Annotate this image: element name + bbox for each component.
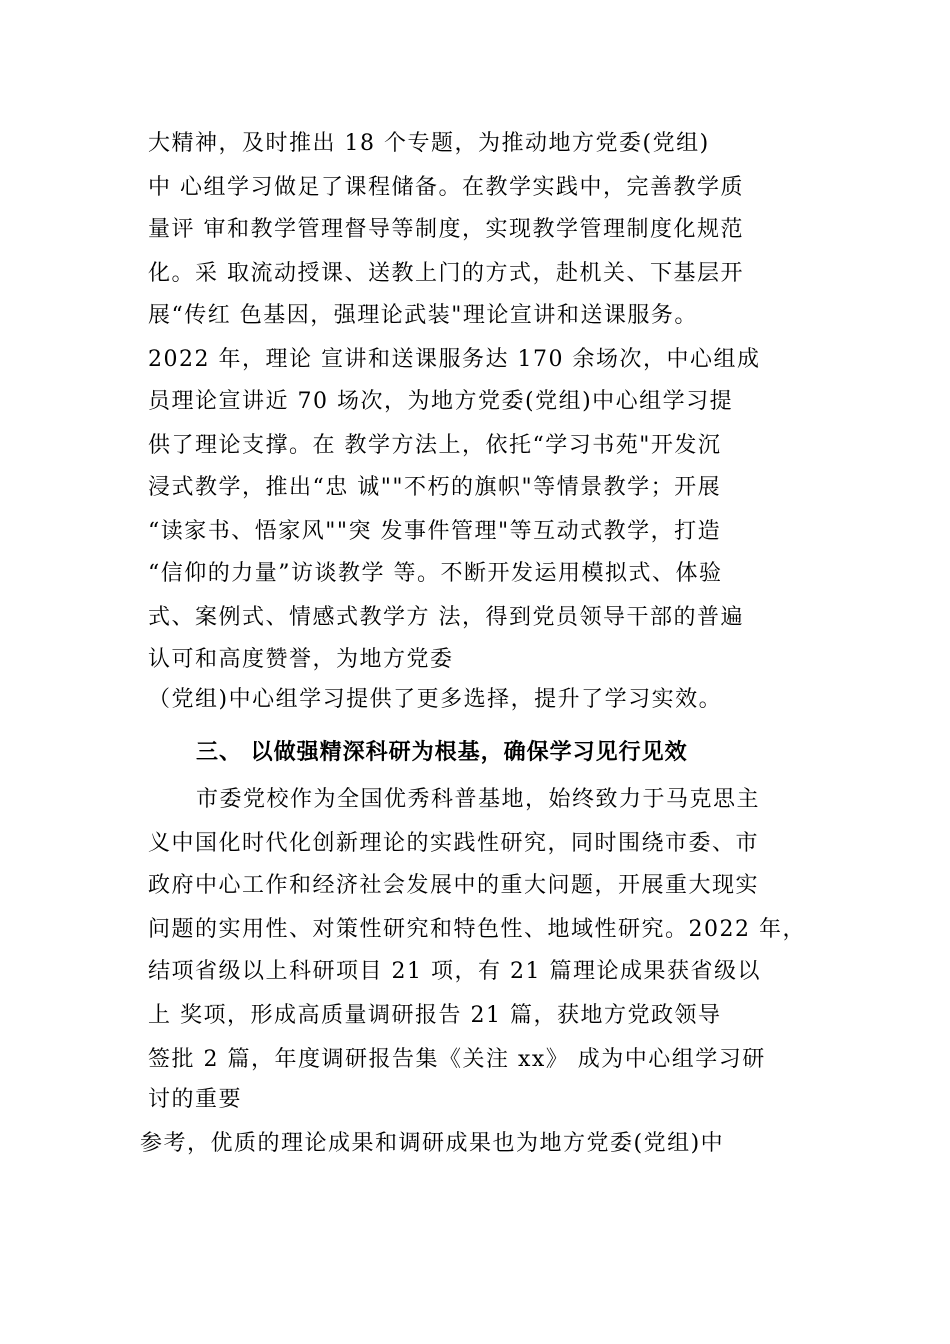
paragraph-line: 中 心组学习做足了课程储备。在教学实践中，完善教学质 (148, 175, 744, 200)
paragraph-line: 上 奖项，形成高质量调研报告 21 篇，获地方党政领导 (148, 1003, 722, 1028)
paragraph-line: 签批 2 篇，年度调研报告集《关注 xx》 成为中心组学习研 (148, 1047, 766, 1072)
paragraph-line: 认可和高度赞誉，为地方党委 (148, 647, 454, 672)
paragraph-line: 员理论宣讲近 70 场次，为地方党委(党组)中心组学习提 (148, 389, 734, 414)
paragraph-line: 化。采 取流动授课、送教上门的方式，赴机关、下基层开 (148, 261, 744, 286)
paragraph-line: 大精神，及时推出 18 个专题，为推动地方党委(党组) (148, 131, 710, 156)
section-heading: 三、 以做强精深科研为根基，确保学习见行见效 (196, 739, 688, 765)
paragraph-line: 结项省级以上科研项目 21 项，有 21 篇理论成果获省级以 (148, 959, 761, 984)
paragraph-line: （党组)中心组学习提供了更多选择，提升了学习实效。 (148, 687, 723, 712)
paragraph-line: 参考，优质的理论成果和调研成果也为地方党委(党组)中 (140, 1131, 725, 1156)
paragraph-line: 2022 年，理论 宣讲和送课服务达 170 余场次，中心组成 (148, 347, 761, 372)
paragraph-line: 浸式教学，推出“忠 诚""不朽的旗帜"等情景教学；开展 (148, 475, 722, 500)
paragraph-line: 政府中心工作和经济社会发展中的重大问题，开展重大现实 (148, 873, 760, 898)
paragraph-line: 式、案例式、情感式教学方 法，得到党员领导干部的普遍 (148, 605, 744, 630)
paragraph-line: 展“传红 色基因，强理论武装"理论宣讲和送课服务。 (148, 303, 698, 328)
paragraph-line: 义中国化时代化创新理论的实践性研究，同时围绕市委、市 (148, 831, 760, 856)
paragraph-line: 讨的重要 (148, 1087, 243, 1112)
paragraph-line: 量评 审和教学管理督导等制度，实现教学管理制度化规范 (148, 217, 744, 242)
paragraph-line: 供了理论支撑。在 教学方法上，依托“学习书苑"开发沉 (148, 433, 722, 458)
paragraph-line: “读家书、悟家风""突 发事件管理"等互动式教学，打造 (148, 519, 722, 544)
paragraph-line: “信仰的力量”访谈教学 等。不断开发运用模拟式、体验 (148, 561, 723, 586)
paragraph-line: 问题的实用性、对策性研究和特色性、地域性研究。2022 年， (148, 917, 806, 942)
paragraph-line: 市委党校作为全国优秀科普基地，始终致力于马克思主 (196, 787, 761, 812)
